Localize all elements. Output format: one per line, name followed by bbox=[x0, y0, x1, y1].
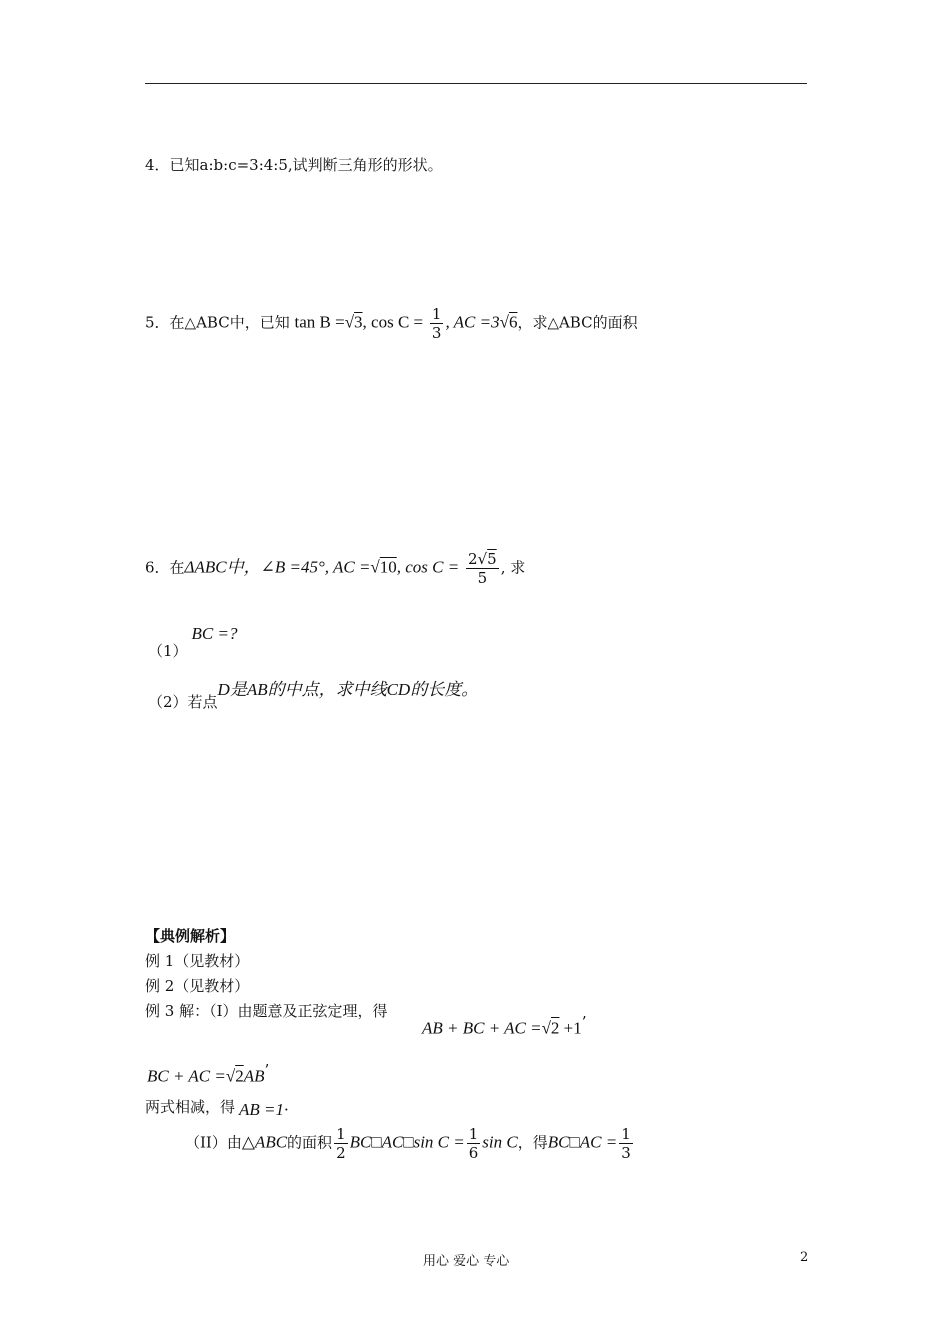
fraction-denominator: 5 bbox=[477, 569, 488, 587]
part-1-expr: BC =? bbox=[191, 624, 238, 643]
question-6-post: , 求 bbox=[500, 558, 526, 577]
cos-c-expr: , cos C = bbox=[396, 557, 460, 577]
equation-1 bbox=[422, 1013, 587, 1038]
question-5-label: 5． bbox=[145, 313, 170, 332]
part-2-solution bbox=[185, 1125, 635, 1162]
question-5 bbox=[145, 305, 638, 342]
result-expr: BC□AC = bbox=[547, 1132, 618, 1152]
fraction-denominator: 2 bbox=[336, 1144, 346, 1162]
question-6-label: 6．在 bbox=[145, 558, 185, 577]
question-5-pre: 在△ABC中，已知 bbox=[169, 313, 290, 332]
root-6: 6 bbox=[508, 312, 518, 332]
fraction-denominator: 6 bbox=[468, 1144, 479, 1162]
subtraction-expr: AB =1· bbox=[239, 1100, 289, 1119]
fraction-one-half bbox=[334, 1125, 348, 1162]
part-2-area-text: 的面积 bbox=[287, 1133, 333, 1152]
sin-c-expr: sin C bbox=[482, 1132, 518, 1152]
equation-1-tail: ’ bbox=[581, 1013, 587, 1031]
sqrt-symbol: √ bbox=[541, 1018, 551, 1038]
subtraction-text: 两式相减，得 bbox=[145, 1098, 236, 1116]
sqrt-symbol: √ bbox=[499, 312, 509, 332]
fraction-one-third bbox=[430, 305, 444, 342]
fraction-denominator: 3 bbox=[431, 324, 442, 342]
root-10: 10 bbox=[379, 557, 397, 577]
numerator-coeff: 2 bbox=[468, 550, 478, 568]
fraction-numerator: 2√5 bbox=[468, 550, 497, 568]
question-5-post: ，求△ABC的面积 bbox=[517, 313, 638, 332]
part-2-triangle: △ABC bbox=[241, 1132, 288, 1152]
equation-1-post: +1 bbox=[559, 1018, 582, 1038]
part-2-expr: D是AB的中点，求中线CD的长度。 bbox=[217, 680, 479, 699]
equation-2-pre: BC + AC = bbox=[147, 1066, 226, 1086]
root-3: 3 bbox=[354, 312, 363, 332]
analysis-heading: 【典例解析】 bbox=[145, 927, 236, 945]
fraction-numerator: 1 bbox=[621, 1125, 631, 1143]
question-4-text: 已知a:b:c=3:4:5,试判断三角形的形状。 bbox=[169, 156, 443, 174]
part-1-label: （1） bbox=[148, 642, 188, 660]
question-6-part-1 bbox=[148, 624, 238, 661]
equation-2-tail: ’ bbox=[264, 1061, 270, 1079]
fraction-one-sixth bbox=[467, 1125, 481, 1162]
subtraction-line bbox=[145, 1096, 288, 1117]
numerator-root: 5 bbox=[487, 550, 497, 568]
question-6 bbox=[145, 550, 525, 587]
question-4-label: 4． bbox=[145, 156, 170, 174]
equation-1-pre: AB + BC + AC = bbox=[422, 1018, 542, 1038]
question-6-part-2 bbox=[148, 675, 478, 712]
cos-c-expr: , cos C = bbox=[362, 312, 424, 332]
area-expr: BC□AC□sin C = bbox=[349, 1132, 465, 1152]
part-2-get-text: ，得 bbox=[517, 1133, 548, 1152]
sqrt-symbol: √ bbox=[225, 1066, 236, 1086]
question-4 bbox=[145, 154, 443, 175]
fraction-numerator: 1 bbox=[468, 1125, 479, 1143]
fraction-numerator: 1 bbox=[431, 305, 442, 323]
ac-expr: , AC =3 bbox=[445, 312, 500, 332]
page-number: 2 bbox=[800, 1250, 809, 1265]
fraction-numerator: 1 bbox=[336, 1125, 346, 1143]
triangle-expr: ΔABC中，∠B =45°, AC = bbox=[184, 557, 371, 577]
fraction-denominator: 3 bbox=[621, 1144, 631, 1162]
example-3-intro: 例 3 解：（I）由题意及正弦定理，得 bbox=[145, 1002, 388, 1020]
tan-b-expr: tan B = bbox=[294, 312, 345, 332]
equation-2-post: AB bbox=[243, 1066, 265, 1086]
header-rule bbox=[145, 83, 807, 84]
equation-2 bbox=[147, 1061, 269, 1086]
part-2-label: （2）若点 bbox=[148, 693, 218, 711]
part-2-solution-label: （II）由 bbox=[185, 1133, 242, 1152]
equation-1-root: 2 bbox=[550, 1018, 560, 1038]
example-1: 例 1（见教材） bbox=[145, 952, 250, 970]
fraction-one-third-result bbox=[619, 1125, 633, 1162]
footer-slogan: 用心 爱心 专心 bbox=[423, 1254, 510, 1269]
sqrt-symbol: √ bbox=[370, 557, 380, 577]
example-2: 例 2（见教材） bbox=[145, 977, 250, 995]
sqrt-symbol: √ bbox=[344, 312, 355, 332]
fraction-cos-c bbox=[466, 550, 499, 587]
equation-2-root: 2 bbox=[235, 1066, 244, 1086]
